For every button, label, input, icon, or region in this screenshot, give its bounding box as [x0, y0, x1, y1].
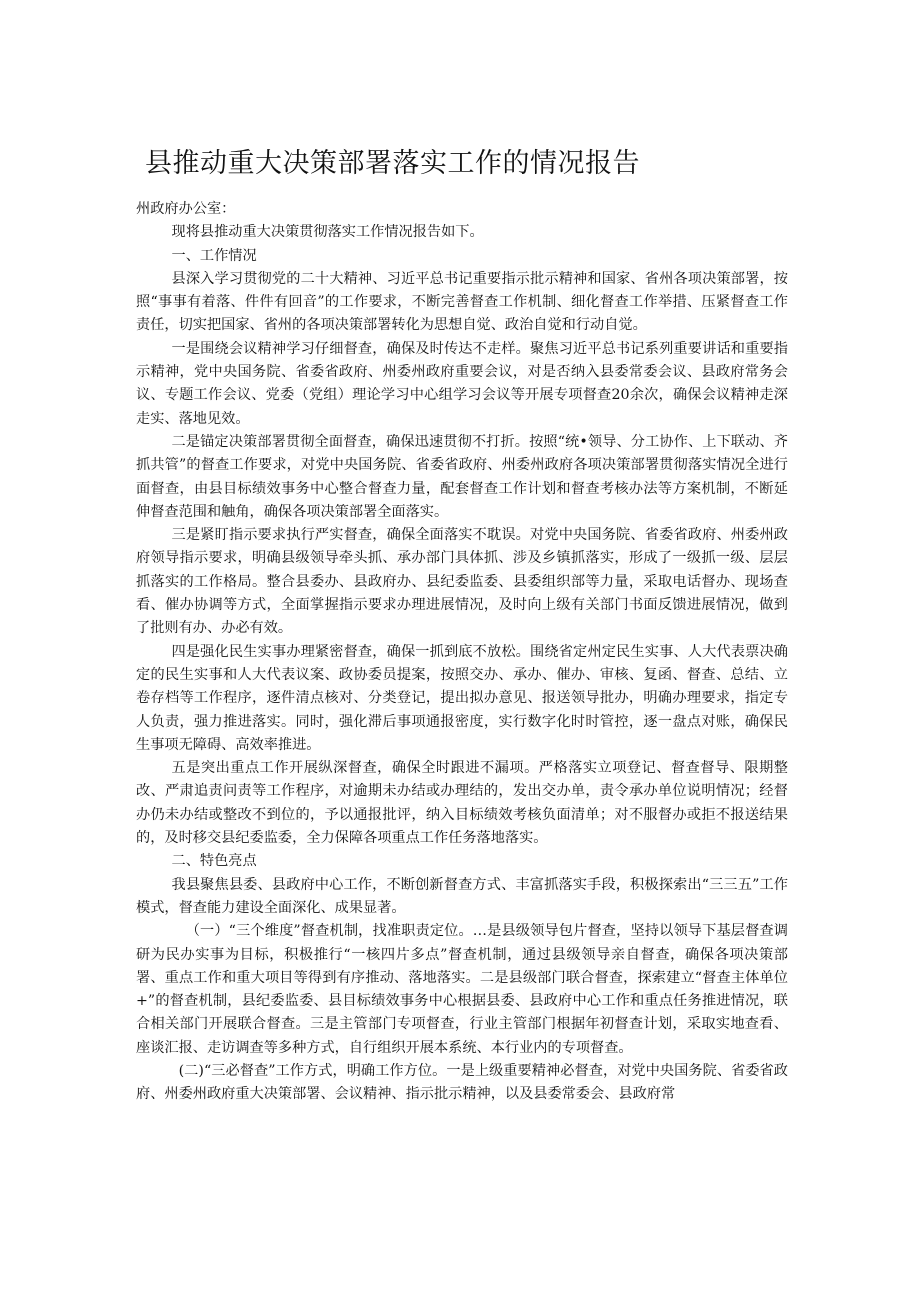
- intro-paragraph: 现将县推动重大决策贯彻落实工作情况报告如下。: [171, 224, 484, 241]
- section-heading-highlights: 二、特色亮点: [171, 853, 257, 870]
- document-body: [136, 198, 788, 1107]
- document-title: 县推动重大决策部署落实工作的情况报告: [145, 148, 640, 179]
- subsection-paragraph: （一）“三个维度”督查机制，找准职责定位。…是县级领导包片督查，坚持以领导下基层督查调研为民办实事为目标，积极推行“一核四片多点”督查机制，通过县级领导亲自督查，确保各项决策部署、重点工作和重大项目等得到有序推动、落地落实。二是县级部门联合督查，探索建立“督查主体单位+”的督查机制，县纪委监委、县目标绩效事务中心根据县委、县政府中心工作和重点任务推进情况，联合相关部门开展联合督查。三是主管部门专项督查，行业主管部门根据年初督查计划，采取实地查看、座谈汇报、走访调查等多种方式，自行组织开展本系统、本行业内的专项督查。: [136, 923, 788, 1056]
- paragraph: 五是突出重点工作开展纵深督查，确保全时跟进不漏项。严格落实立项登记、督查督导、限期整改、严肃追责问责等工作程序，对逾期未办结或办理结的，发出交办单，责令承办单位说明情况；经督办仍未办结或整改不到位的，予以通报批评，纳入目标绩效考核负面清单；对不服督办或拒不报送结果的，及时移交县纪委监委，全力保障各项重点工作任务落地落实。: [136, 760, 788, 847]
- paragraph: 四是强化民生实事办理紧密督查，确保一抓到底不放松。围绕省定州定民生实事、人大代表票决确定的民生实事和人大代表议案、政协委员提案，按照交办、承办、催办、审核、复函、督查、总结、立卷存档等工作程序，逐件清点核对、分类登记，提出拟办意见、报送领导批办，明确办理要求，指定专人负责，强力推进落实。同时，强化滞后事项通报密度，实行数字化时时管控，逐一盘点对账，确保民生事项无障碍、高效率推进。: [136, 643, 788, 753]
- subsection-paragraph: (二)“三必督查”工作方式，明确工作方位。一是上级重要精神必督查，对党中央国务院、省委省政府、州委州政府重大决策部署、会议精神、指示批示精神，以及县委常委会、县政府常: [136, 1062, 788, 1103]
- salutation: 州政府办公室：: [136, 201, 236, 217]
- paragraph: 县深入学习贯彻党的二十大精神、习近平总书记重要指示批示精神和国家、省州各项决策部署，按照“事事有着落、件件有回音”的工作要求，不断完善督查工作机制、细化督查工作举措、压紧督查工作责任，切实把国家、省州的各项决策部署转化为思想自觉、政治自觉和行动自觉。: [136, 270, 788, 334]
- paragraph: 我县聚焦县委、县政府中心工作，不断创新督查方式、丰富抓落实手段，积极探索出“三三五”工作模式，督查能力建设全面深化、成果显著。: [136, 876, 788, 916]
- paragraph: 二是锚定决策部署贯彻全面督查，确保迅速贯彻不打折。按照“统•领导、分工协作、上下联动、齐抓共管”的督查工作要求，对党中央国务院、省委省政府、州委州政府各项决策部署贯彻落实情况全进行面督查，由县目标绩效事务中心整合督查力量，配套督查工作计划和督查考核办法等方案机制，不断延伸督查范围和触角，确保各项决策部署全面落实。: [136, 433, 788, 520]
- paragraph: 三是紧盯指示要求执行严实督查，确保全面落实不耽误。对党中央国务院、省委省政府、州委州政府领导指示要求，明确县级领导牵头抓、承办部门具体抓、涉及乡镇抓落实，形成了一级抓一级、层层抓落实的工作格局。整合县委办、县政府办、县纪委监委、县委组织部等力量，采取电话督办、现场查看、催办协调等方式，全面掌握指示要求办理进展情况，及时向上级有关部门书面反馈进展情况，做到了批则有办、办必有效。: [136, 527, 788, 637]
- paragraph: 一是围绕会议精神学习仔细督查，确保及时传达不走样。聚焦习近平总书记系列重要讲话和重要指示精神，党中央国务院、省委省政府、州委州政府重要会议，对是否纳入县委常委会议、县政府常务会议、专题工作会议、党委（党组）理论学习中心组学习会议等开展专项督查20余次，确保会议精神走深走实、落地见效。: [136, 340, 788, 427]
- section-heading-work-status: 一、工作情况: [171, 247, 257, 264]
